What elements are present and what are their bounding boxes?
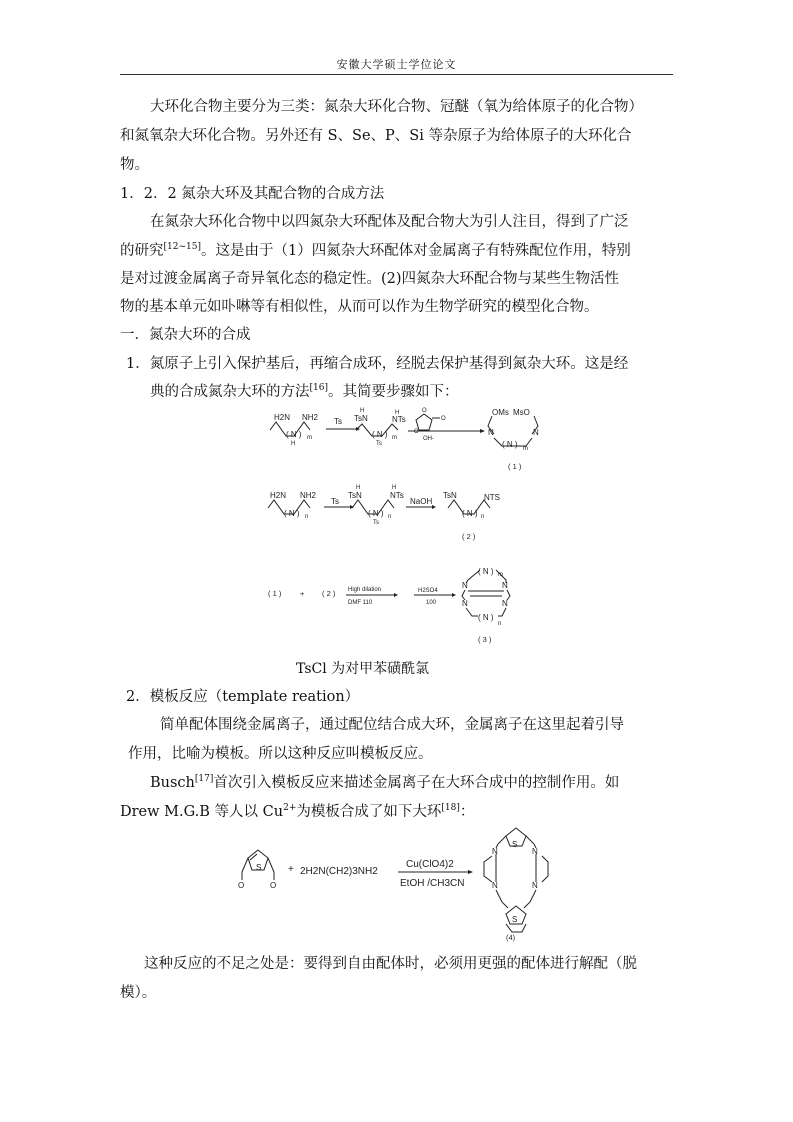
svg-text:( 3 ): ( 3 ) xyxy=(478,635,492,644)
svg-text:H: H xyxy=(395,410,400,416)
svg-text:N: N xyxy=(533,428,539,437)
svg-text:DMF 110: DMF 110 xyxy=(348,600,373,606)
svg-text:2H2N(CH2)3NH2: 2H2N(CH2)3NH2 xyxy=(300,866,378,877)
svg-text:S: S xyxy=(512,915,518,924)
svg-text:N: N xyxy=(492,881,498,890)
svg-text:O: O xyxy=(414,429,419,435)
para3-line-2: 作用，比喻为模板。所以这种反应叫模板反应。 xyxy=(128,746,433,762)
svg-text:H2N: H2N xyxy=(274,413,291,422)
svg-text:N: N xyxy=(502,581,508,590)
svg-text:Ts: Ts xyxy=(331,497,339,506)
svg-text:N: N xyxy=(532,881,538,890)
para2-line-1: 在氮杂大环化合物中以四氮杂大环配体及配合物大为引人注目，得到了广泛 xyxy=(150,214,629,230)
para2-line-3: 是对过渡金属离子奇异氧化态的稳定性。(2)四氮杂大环配合物与某些生物活性 xyxy=(120,271,620,287)
svg-text:N: N xyxy=(502,599,508,608)
svg-text:Ts: Ts xyxy=(376,441,382,447)
running-header: 安徽大学硕士学位论文 xyxy=(336,58,457,71)
svg-text:OH-: OH- xyxy=(423,436,434,442)
citation: [18] xyxy=(441,803,460,813)
svg-text:(4): (4) xyxy=(506,933,516,942)
item1-line-1: 1．氮原子上引入保护基后，再缩合成环，经脱去保护基得到氮杂大环。这是经 xyxy=(126,356,629,372)
citation: [12~15] xyxy=(163,242,201,252)
svg-text:( N ): ( N ) xyxy=(286,430,302,439)
svg-text:H: H xyxy=(291,441,296,447)
item2-heading: 2．模板反应（template reation） xyxy=(126,689,360,705)
svg-text:H2SO4: H2SO4 xyxy=(418,588,438,594)
para4-line-2: Drew M.G.B 等人以 $Cu^{2+}$为模板合成了如下大环[18]： xyxy=(120,803,475,820)
svg-text:( 2 ): ( 2 ) xyxy=(322,589,336,598)
reaction-1 xyxy=(270,408,539,471)
svg-text:N: N xyxy=(492,847,498,856)
svg-text:( N ): ( N ) xyxy=(462,509,478,518)
intro-line-2: 和氮氧杂大环化合物。另外还有 S、Se、P、Si 等杂原子为给体原子的大环化合 xyxy=(120,128,632,144)
svg-text:m: m xyxy=(498,572,503,578)
svg-text:NTs: NTs xyxy=(390,491,404,500)
closing-line-1: 这种反应的不足之处是：要得到自由配体时，必须用更强的配体进行解配（脱 xyxy=(144,956,637,972)
svg-text:( N ): ( N ) xyxy=(284,509,300,518)
reaction-3 xyxy=(268,567,510,644)
svg-text:O: O xyxy=(441,416,446,422)
svg-text:MsO: MsO xyxy=(513,408,530,417)
svg-text:+: + xyxy=(288,864,294,875)
svg-text:( N ): ( N ) xyxy=(368,509,384,518)
svg-text:O: O xyxy=(238,881,245,890)
svg-text:Ts: Ts xyxy=(373,520,379,526)
header-rule xyxy=(120,74,673,75)
svg-text:NTs: NTs xyxy=(392,415,406,424)
svg-text:NH2: NH2 xyxy=(302,413,319,422)
svg-text:S: S xyxy=(512,840,518,849)
svg-text:( N ): ( N ) xyxy=(372,430,388,439)
closing-line-2: 模）。 xyxy=(120,985,157,1001)
svg-text:N: N xyxy=(462,599,468,608)
svg-text:n: n xyxy=(481,514,485,520)
para2-line-2: 的研究[12~15]。这是由于（1）四氮杂大环配体对金属离子有特殊配位作用，特别 xyxy=(120,242,631,259)
svg-text:H: H xyxy=(356,485,361,491)
svg-text:( N ): ( N ) xyxy=(478,613,494,622)
svg-text:n: n xyxy=(305,514,309,520)
para2-line-4: 物的基本单元如卟啉等有相似性，从而可以作为生物学研究的模型化合物。 xyxy=(120,299,599,315)
svg-text:EtOH /CH3CN: EtOH /CH3CN xyxy=(400,878,465,889)
svg-text:H: H xyxy=(360,408,365,414)
svg-text:( N ): ( N ) xyxy=(502,440,518,449)
svg-text:( 1 ): ( 1 ) xyxy=(508,462,522,471)
svg-text:S: S xyxy=(256,863,262,872)
svg-text:n: n xyxy=(388,514,392,520)
svg-text:OMs: OMs xyxy=(492,408,509,417)
svg-text:m: m xyxy=(307,435,312,441)
svg-text:( N ): ( N ) xyxy=(478,567,494,576)
reaction-2 xyxy=(268,485,500,541)
svg-text:N: N xyxy=(488,428,494,437)
subsection-heading: 一．氮杂大环的合成 xyxy=(120,327,251,343)
svg-text:Cu(ClO4)2: Cu(ClO4)2 xyxy=(406,859,454,870)
svg-text:m: m xyxy=(392,435,397,441)
citation: [16] xyxy=(309,383,328,393)
svg-text:NaOH: NaOH xyxy=(410,497,433,506)
synthesis-scheme-1 xyxy=(240,400,560,652)
svg-text:O: O xyxy=(270,881,277,890)
intro-line-1: 大环化合物主要分为三类：氮杂大环化合物、冠醚（氧为给体原子的化合物） xyxy=(150,99,643,115)
svg-text:H: H xyxy=(392,485,397,491)
intro-line-3: 物。 xyxy=(120,157,149,173)
svg-text:O: O xyxy=(422,408,427,414)
svg-text:TsN: TsN xyxy=(348,491,362,500)
section-heading: 1．2．2 氮杂大环及其配合物的合成方法 xyxy=(120,186,385,202)
svg-text:TsN: TsN xyxy=(443,491,457,500)
item1-line-2: 典的合成氮杂大环的方法[16]。其简要步骤如下： xyxy=(150,383,459,400)
svg-text:High dilation: High dilation xyxy=(348,587,382,593)
template-reaction-scheme xyxy=(230,820,570,948)
para4-line-1: Busch[17]首次引入模板反应来描述金属离子在大环合成中的控制作用。如 xyxy=(150,774,620,791)
svg-text:( 2 ): ( 2 ) xyxy=(462,532,476,541)
citation: [17] xyxy=(194,774,214,784)
svg-text:NH2: NH2 xyxy=(300,491,317,500)
svg-text:NTS: NTS xyxy=(484,493,500,502)
svg-text:H2N: H2N xyxy=(270,491,287,500)
tscl-note: TsCl 为对甲苯磺酰氯 xyxy=(296,661,430,677)
svg-text:N: N xyxy=(532,847,538,856)
para3-line-1: 简单配体围绕金属离子，通过配位结合成大环，金属离子在这里起着引导 xyxy=(160,717,624,733)
svg-text:Ts: Ts xyxy=(334,417,342,426)
svg-text:m: m xyxy=(523,446,528,452)
svg-text:N: N xyxy=(462,581,468,590)
svg-text:+: + xyxy=(300,589,305,598)
svg-text:n: n xyxy=(498,621,502,627)
svg-text:( 1 ): ( 1 ) xyxy=(268,589,282,598)
svg-text:TsN: TsN xyxy=(354,414,368,423)
svg-text:100: 100 xyxy=(426,600,437,606)
